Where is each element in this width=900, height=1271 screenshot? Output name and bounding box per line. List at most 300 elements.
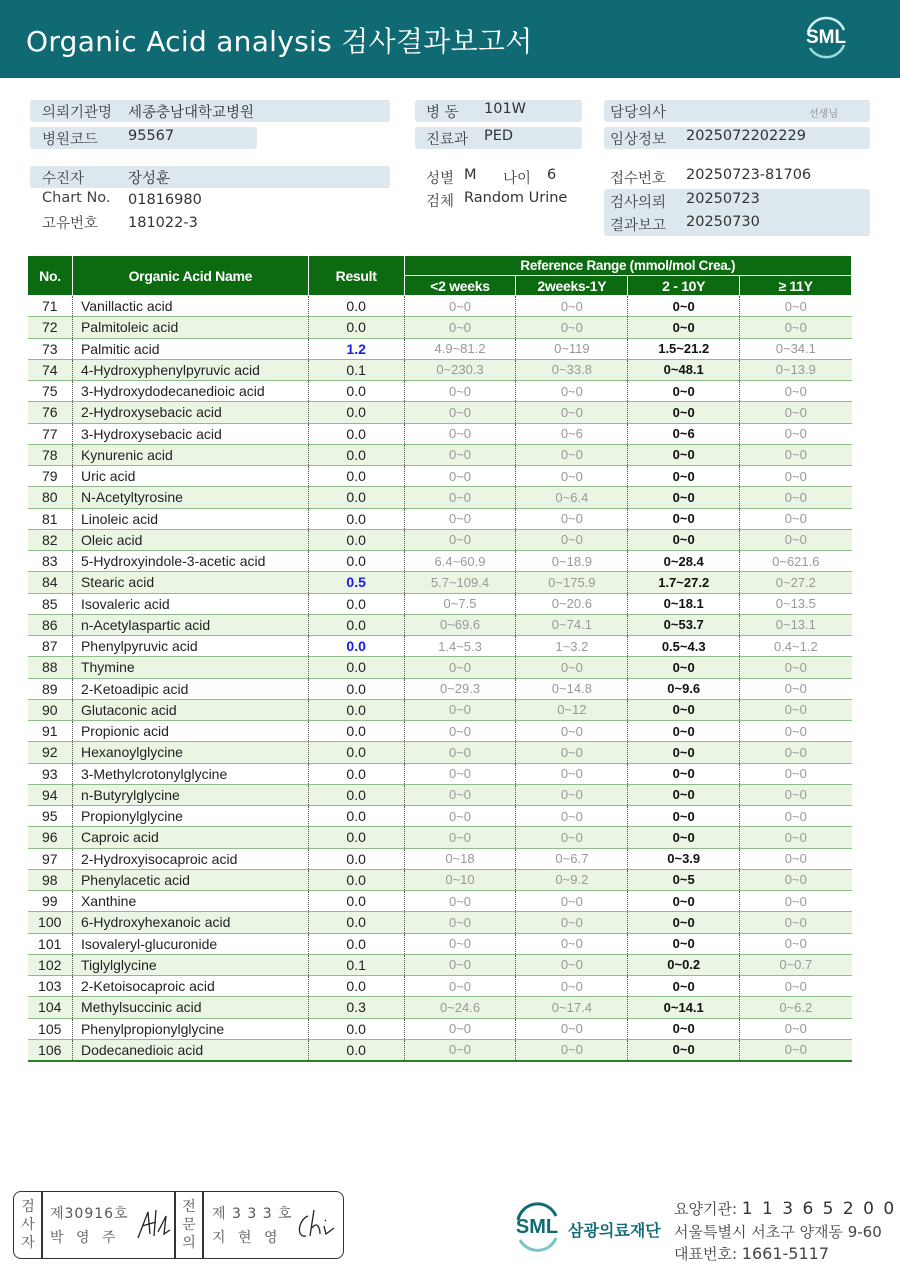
chart-label: Chart No. <box>42 190 111 206</box>
cell-no: 95 <box>28 806 73 827</box>
cell-range-2-10y: 0~6 <box>628 423 740 444</box>
cell-acid-name: 3-Methylcrotonylglycine <box>72 763 308 784</box>
cell-range-11y-plus: 0~0 <box>740 1039 852 1060</box>
divider <box>41 1192 43 1258</box>
cell-acid-name: Propionic acid <box>72 721 308 742</box>
title-bar <box>0 0 900 78</box>
header-result: Result <box>308 256 404 296</box>
cell-range-under-2-weeks: 0~0 <box>404 976 516 997</box>
table-row <box>28 699 852 720</box>
cell-no: 102 <box>28 954 73 975</box>
cell-range-11y-plus: 0~0 <box>740 317 852 338</box>
cell-no: 85 <box>28 593 73 614</box>
cell-range-under-2-weeks: 0~24.6 <box>404 997 516 1018</box>
cell-range-2weeks-1y: 0~175.9 <box>516 572 628 593</box>
cell-acid-name: Caproic acid <box>72 827 308 848</box>
cell-result: 0.0 <box>308 1018 404 1039</box>
cell-range-under-2-weeks: 0~18 <box>404 848 516 869</box>
cell-range-2-10y: 0~53.7 <box>628 614 740 635</box>
cell-range-2weeks-1y: 0~0 <box>516 954 628 975</box>
cell-range-2-10y: 0~0 <box>628 296 740 317</box>
cell-no: 81 <box>28 508 73 529</box>
cell-range-under-2-weeks: 0~0 <box>404 1039 516 1060</box>
cell-result: 0.0 <box>308 296 404 317</box>
cell-no: 98 <box>28 869 73 890</box>
table-row <box>28 359 852 380</box>
report-label: 결과보고 <box>610 218 667 234</box>
cell-range-under-2-weeks: 0~230.3 <box>404 359 516 380</box>
header-no: No. <box>28 256 73 296</box>
cell-range-under-2-weeks: 0~0 <box>404 657 516 678</box>
footer-logo-text: SML <box>515 1216 559 1238</box>
cell-range-2weeks-1y: 0~0 <box>516 1039 628 1060</box>
ward-value: 101W <box>484 101 527 117</box>
cell-range-2weeks-1y: 1~3.2 <box>516 636 628 657</box>
cell-range-2-10y: 0~0 <box>628 933 740 954</box>
cell-result: 0.0 <box>308 784 404 805</box>
cell-range-11y-plus: 0~0 <box>740 423 852 444</box>
cell-acid-name: 4-Hydroxyphenylpyruvic acid <box>72 359 308 380</box>
cell-range-2weeks-1y: 0~0 <box>516 317 628 338</box>
cell-range-11y-plus: 0~13.9 <box>740 359 852 380</box>
uid-label: 고유번호 <box>42 216 99 232</box>
cell-range-2weeks-1y: 0~6 <box>516 423 628 444</box>
cell-result: 0.0 <box>308 912 404 933</box>
cell-range-2-10y: 0~14.1 <box>628 997 740 1018</box>
cell-range-11y-plus: 0~0 <box>740 657 852 678</box>
cell-result: 0.0 <box>308 444 404 465</box>
table-row <box>28 891 852 912</box>
code-value: 95567 <box>128 128 175 144</box>
cell-range-under-2-weeks: 0~0 <box>404 763 516 784</box>
cell-result: 0.0 <box>308 1039 404 1060</box>
cell-acid-name: Glutaconic acid <box>72 699 308 720</box>
doctor-suffix: 선생님 <box>809 109 838 120</box>
uid-value: 181022-3 <box>128 215 198 231</box>
sex-label: 성별 <box>426 171 455 187</box>
header-range-under-2-weeks: <2 weeks <box>404 276 516 296</box>
cell-no: 75 <box>28 381 73 402</box>
cell-range-11y-plus: 0~13.1 <box>740 614 852 635</box>
table-row <box>28 402 852 423</box>
cell-range-11y-plus: 0~0 <box>740 699 852 720</box>
footer-brand: 삼광의료재단 <box>568 1221 661 1240</box>
table-row <box>28 508 852 529</box>
cell-result: 0.0 <box>308 317 404 338</box>
table-row <box>28 976 852 997</box>
cell-result: 0.0 <box>308 381 404 402</box>
table-row <box>28 296 852 317</box>
table-row <box>28 784 852 805</box>
cell-no: 92 <box>28 742 73 763</box>
clinical-value: 2025072202229 <box>686 128 806 144</box>
cell-acid-name: Kynurenic acid <box>72 444 308 465</box>
cell-range-2-10y: 0~0 <box>628 317 740 338</box>
cell-acid-name: n-Butyrylglycine <box>72 784 308 805</box>
hospital-value: 세종충남대학교병원 <box>128 105 255 121</box>
cell-range-2weeks-1y: 0~0 <box>516 444 628 465</box>
cell-range-11y-plus: 0~0 <box>740 869 852 890</box>
cell-range-2weeks-1y: 0~0 <box>516 529 628 550</box>
cell-range-2weeks-1y: 0~0 <box>516 912 628 933</box>
cell-range-2weeks-1y: 0~0 <box>516 508 628 529</box>
cell-range-2weeks-1y: 0~0 <box>516 976 628 997</box>
cell-range-under-2-weeks: 0~0 <box>404 806 516 827</box>
table-row <box>28 338 852 359</box>
cell-range-11y-plus: 0~0 <box>740 381 852 402</box>
cell-acid-name: 6-Hydroxyhexanoic acid <box>72 912 308 933</box>
cell-acid-name: 2-Ketoadipic acid <box>72 678 308 699</box>
cell-range-under-2-weeks: 0~0 <box>404 402 516 423</box>
cell-acid-name: Palmitoleic acid <box>72 317 308 338</box>
cell-acid-name: n-Acetylaspartic acid <box>72 614 308 635</box>
cell-range-under-2-weeks: 0~0 <box>404 954 516 975</box>
specialist-signature <box>294 1206 338 1242</box>
cell-result: 0.3 <box>308 997 404 1018</box>
dept-value: PED <box>484 128 514 144</box>
cell-range-2-10y: 0~0 <box>628 1018 740 1039</box>
cell-result: 0.0 <box>308 402 404 423</box>
cell-acid-name: Hexanoylglycine <box>72 742 308 763</box>
cell-range-2weeks-1y: 0~6.4 <box>516 487 628 508</box>
divider <box>202 1192 204 1258</box>
cell-range-2weeks-1y: 0~12 <box>516 699 628 720</box>
cell-range-under-2-weeks: 0~0 <box>404 296 516 317</box>
cell-range-under-2-weeks: 0~0 <box>404 699 516 720</box>
cell-acid-name: Dodecanedioic acid <box>72 1039 308 1060</box>
cell-range-11y-plus: 0~13.5 <box>740 593 852 614</box>
cell-range-11y-plus: 0~0.7 <box>740 954 852 975</box>
cell-acid-name: Tiglylglycine <box>72 954 308 975</box>
cell-range-2weeks-1y: 0~74.1 <box>516 614 628 635</box>
cell-no: 97 <box>28 848 73 869</box>
cell-range-under-2-weeks: 0~0 <box>404 1018 516 1039</box>
cell-range-2-10y: 0~0 <box>628 806 740 827</box>
table-row <box>28 636 852 657</box>
table-row <box>28 614 852 635</box>
age-value: 6 <box>547 167 557 183</box>
cell-range-2-10y: 0~0 <box>628 912 740 933</box>
table-row <box>28 763 852 784</box>
receipt-value: 20250723-81706 <box>686 167 812 183</box>
address: 서울특별시 서초구 양재동 9-60 <box>674 1223 882 1241</box>
cell-range-under-2-weeks: 0~0 <box>404 444 516 465</box>
cell-no: 86 <box>28 614 73 635</box>
cell-no: 82 <box>28 529 73 550</box>
cell-range-2-10y: 0~0.2 <box>628 954 740 975</box>
agency-label: 요양기관: <box>674 1200 742 1218</box>
cell-result: 0.0 <box>308 508 404 529</box>
cell-range-under-2-weeks: 1.4~5.3 <box>404 636 516 657</box>
header-name: Organic Acid Name <box>72 256 308 296</box>
patient-label: 수진자 <box>42 171 85 187</box>
cell-range-11y-plus: 0~0 <box>740 508 852 529</box>
cell-result: 0.0 <box>308 678 404 699</box>
cell-range-2-10y: 0~0 <box>628 381 740 402</box>
logo-text: SML <box>805 27 847 48</box>
cell-range-11y-plus: 0~0 <box>740 487 852 508</box>
cell-range-11y-plus: 0~0 <box>740 1018 852 1039</box>
cell-range-2-10y: 0~0 <box>628 827 740 848</box>
table-row <box>28 954 852 975</box>
cell-no: 94 <box>28 784 73 805</box>
cell-acid-name: 2-Hydroxyisocaproic acid <box>72 848 308 869</box>
cell-range-under-2-weeks: 0~0 <box>404 529 516 550</box>
cell-range-2-10y: 0~0 <box>628 1039 740 1060</box>
phone-line <box>674 1243 829 1264</box>
cell-range-2-10y: 0~0 <box>628 444 740 465</box>
cell-acid-name: Isovaleric acid <box>72 593 308 614</box>
cell-range-2weeks-1y: 0~0 <box>516 466 628 487</box>
cell-range-11y-plus: 0~0 <box>740 976 852 997</box>
cell-range-under-2-weeks: 0~0 <box>404 891 516 912</box>
specialist-name: 지 현 영 <box>212 1230 282 1246</box>
cell-result: 0.0 <box>308 551 404 572</box>
cell-acid-name: Methylsuccinic acid <box>72 997 308 1018</box>
cell-acid-name: Propionylglycine <box>72 806 308 827</box>
cell-range-under-2-weeks: 0~0 <box>404 827 516 848</box>
cell-no: 91 <box>28 721 73 742</box>
table-row <box>28 933 852 954</box>
table-row <box>28 572 852 593</box>
sml-footer-logo <box>512 1200 562 1256</box>
cell-no: 99 <box>28 891 73 912</box>
clinical-label: 임상정보 <box>610 132 667 148</box>
table-row <box>28 466 852 487</box>
cell-result: 0.0 <box>308 636 404 657</box>
specialist-label: 전문의 <box>182 1199 196 1251</box>
cell-result: 0.0 <box>308 721 404 742</box>
cell-range-2-10y: 0~5 <box>628 869 740 890</box>
cell-range-11y-plus: 0~0 <box>740 891 852 912</box>
cell-range-2-10y: 0~28.4 <box>628 551 740 572</box>
cell-range-11y-plus: 0~0 <box>740 466 852 487</box>
cell-range-2-10y: 0~0 <box>628 466 740 487</box>
cell-range-under-2-weeks: 0~0 <box>404 508 516 529</box>
cell-result: 0.0 <box>308 593 404 614</box>
cell-range-2weeks-1y: 0~0 <box>516 784 628 805</box>
cell-range-under-2-weeks: 5.7~109.4 <box>404 572 516 593</box>
cell-range-2weeks-1y: 0~0 <box>516 721 628 742</box>
cell-acid-name: Phenylpropionylglycine <box>72 1018 308 1039</box>
table-row <box>28 848 852 869</box>
cell-range-2-10y: 0~0 <box>628 976 740 997</box>
cell-range-2-10y: 0~0 <box>628 742 740 763</box>
tester-name: 박 영 주 <box>50 1230 120 1246</box>
cell-result: 0.0 <box>308 869 404 890</box>
cell-range-2-10y: 0~0 <box>628 487 740 508</box>
cell-range-under-2-weeks: 4.9~81.2 <box>404 338 516 359</box>
table-row <box>28 487 852 508</box>
cell-no: 88 <box>28 657 73 678</box>
cell-no: 101 <box>28 933 73 954</box>
cell-range-2weeks-1y: 0~0 <box>516 891 628 912</box>
cell-range-11y-plus: 0~0 <box>740 529 852 550</box>
table-row <box>28 869 852 890</box>
tester-signature <box>134 1206 174 1242</box>
hospital-label: 의뢰기관명 <box>42 105 113 121</box>
cell-range-2weeks-1y: 0~0 <box>516 806 628 827</box>
header-range-11y-plus: ≥ 11Y <box>740 276 852 296</box>
cell-result: 0.0 <box>308 933 404 954</box>
cell-no: 93 <box>28 763 73 784</box>
cell-result: 0.0 <box>308 466 404 487</box>
cell-range-2weeks-1y: 0~20.6 <box>516 593 628 614</box>
cell-range-under-2-weeks: 0~29.3 <box>404 678 516 699</box>
code-label: 병원코드 <box>42 132 99 148</box>
cell-acid-name: Phenylacetic acid <box>72 869 308 890</box>
cell-range-under-2-weeks: 0~0 <box>404 466 516 487</box>
cell-range-11y-plus: 0~27.2 <box>740 572 852 593</box>
cell-result: 0.0 <box>308 487 404 508</box>
cell-range-2-10y: 0~0 <box>628 891 740 912</box>
signature-box <box>13 1191 344 1259</box>
cell-range-2-10y: 0~0 <box>628 784 740 805</box>
table-row <box>28 806 852 827</box>
cell-range-under-2-weeks: 6.4~60.9 <box>404 551 516 572</box>
cell-range-under-2-weeks: 0~0 <box>404 381 516 402</box>
cell-no: 105 <box>28 1018 73 1039</box>
cell-no: 103 <box>28 976 73 997</box>
cell-range-11y-plus: 0~0 <box>740 933 852 954</box>
cell-range-2-10y: 0~0 <box>628 529 740 550</box>
cell-no: 76 <box>28 402 73 423</box>
cell-range-under-2-weeks: 0~10 <box>404 869 516 890</box>
cell-acid-name: Vanillactic acid <box>72 296 308 317</box>
table-row <box>28 912 852 933</box>
cell-acid-name: 5-Hydroxyindole-3-acetic acid <box>72 551 308 572</box>
sex-value: M <box>464 167 477 183</box>
header-reference-range: Reference Range (mmol/mol Crea.) <box>404 256 851 276</box>
cell-result: 0.0 <box>308 742 404 763</box>
cell-range-2weeks-1y: 0~18.9 <box>516 551 628 572</box>
cell-result: 0.0 <box>308 529 404 550</box>
cell-no: 96 <box>28 827 73 848</box>
table-row <box>28 678 852 699</box>
cell-range-11y-plus: 0~0 <box>740 678 852 699</box>
cell-no: 89 <box>28 678 73 699</box>
tester-number: 제30916호 <box>50 1206 129 1222</box>
cell-range-2-10y: 0~0 <box>628 657 740 678</box>
cell-range-2weeks-1y: 0~0 <box>516 742 628 763</box>
report-value: 20250730 <box>686 214 760 230</box>
cell-range-2-10y: 0~18.1 <box>628 593 740 614</box>
cell-result: 0.0 <box>308 614 404 635</box>
cell-acid-name: 2-Ketoisocaproic acid <box>72 976 308 997</box>
cell-acid-name: 2-Hydroxysebacic acid <box>72 402 308 423</box>
cell-no: 71 <box>28 296 73 317</box>
phone-number: 1661-5117 <box>741 1244 830 1263</box>
cell-range-2weeks-1y: 0~9.2 <box>516 869 628 890</box>
table-row <box>28 827 852 848</box>
cell-range-11y-plus: 0~0 <box>740 763 852 784</box>
cell-result: 0.0 <box>308 891 404 912</box>
cell-result: 0.0 <box>308 827 404 848</box>
cell-no: 100 <box>28 912 73 933</box>
cell-acid-name: Thymine <box>72 657 308 678</box>
cell-result: 0.0 <box>308 423 404 444</box>
table-row <box>28 1018 852 1039</box>
cell-acid-name: 3-Hydroxysebacic acid <box>72 423 308 444</box>
cell-no: 72 <box>28 317 73 338</box>
phone-label: 대표번호: <box>674 1245 742 1263</box>
cell-range-11y-plus: 0~34.1 <box>740 338 852 359</box>
cell-range-2weeks-1y: 0~0 <box>516 827 628 848</box>
chart-value: 01816980 <box>128 192 202 208</box>
request-value: 20250723 <box>686 191 760 207</box>
cell-no: 78 <box>28 444 73 465</box>
specimen-label: 검체 <box>426 194 455 210</box>
cell-no: 106 <box>28 1039 73 1060</box>
age-label: 나이 <box>503 171 532 187</box>
cell-no: 80 <box>28 487 73 508</box>
cell-range-2-10y: 0~0 <box>628 699 740 720</box>
cell-range-2weeks-1y: 0~33.8 <box>516 359 628 380</box>
cell-result: 0.0 <box>308 806 404 827</box>
header-range-2-10y: 2 - 10Y <box>628 276 740 296</box>
cell-result: 1.2 <box>308 338 404 359</box>
cell-no: 73 <box>28 338 73 359</box>
request-label: 검사의뢰 <box>610 195 667 211</box>
cell-range-11y-plus: 0~0 <box>740 912 852 933</box>
divider <box>174 1192 176 1258</box>
cell-range-under-2-weeks: 0~0 <box>404 784 516 805</box>
agency-line <box>674 1198 896 1219</box>
cell-acid-name: Uric acid <box>72 466 308 487</box>
cell-range-2weeks-1y: 0~17.4 <box>516 997 628 1018</box>
cell-range-2weeks-1y: 0~0 <box>516 657 628 678</box>
cell-range-2-10y: 0~0 <box>628 402 740 423</box>
table-row <box>28 444 852 465</box>
cell-result: 0.0 <box>308 976 404 997</box>
patient-value: 장성훈 <box>128 171 171 187</box>
specimen-value: Random Urine <box>464 190 568 206</box>
cell-no: 84 <box>28 572 73 593</box>
cell-acid-name: Linoleic acid <box>72 508 308 529</box>
cell-result: 0.0 <box>308 657 404 678</box>
cell-acid-name: Xanthine <box>72 891 308 912</box>
cell-range-2-10y: 0~0 <box>628 508 740 529</box>
cell-result: 0.1 <box>308 954 404 975</box>
cell-range-11y-plus: 0~0 <box>740 848 852 869</box>
cell-range-2-10y: 0~48.1 <box>628 359 740 380</box>
table-row <box>28 423 852 444</box>
cell-range-11y-plus: 0~0 <box>740 444 852 465</box>
cell-range-2weeks-1y: 0~14.8 <box>516 678 628 699</box>
cell-acid-name: Stearic acid <box>72 572 308 593</box>
cell-range-11y-plus: 0~0 <box>740 806 852 827</box>
sml-logo <box>800 12 852 64</box>
cell-range-11y-plus: 0~0 <box>740 402 852 423</box>
table-row <box>28 657 852 678</box>
cell-range-2weeks-1y: 0~0 <box>516 296 628 317</box>
header-range-2weeks-1y: 2weeks-1Y <box>516 276 628 296</box>
cell-no: 83 <box>28 551 73 572</box>
cell-range-11y-plus: 0~0 <box>740 784 852 805</box>
cell-range-2weeks-1y: 0~119 <box>516 338 628 359</box>
ward-label: 병 동 <box>426 105 459 121</box>
cell-range-2weeks-1y: 0~0 <box>516 1018 628 1039</box>
tester-label: 검사자 <box>21 1199 35 1251</box>
cell-range-under-2-weeks: 0~69.6 <box>404 614 516 635</box>
specialist-number: 제 3 3 3 호 <box>212 1206 293 1222</box>
table-row <box>28 997 852 1018</box>
dept-label: 진료과 <box>426 132 469 148</box>
cell-range-2-10y: 0~0 <box>628 763 740 784</box>
cell-range-2-10y: 0~0 <box>628 721 740 742</box>
table-row <box>28 1039 852 1060</box>
cell-range-2weeks-1y: 0~0 <box>516 402 628 423</box>
